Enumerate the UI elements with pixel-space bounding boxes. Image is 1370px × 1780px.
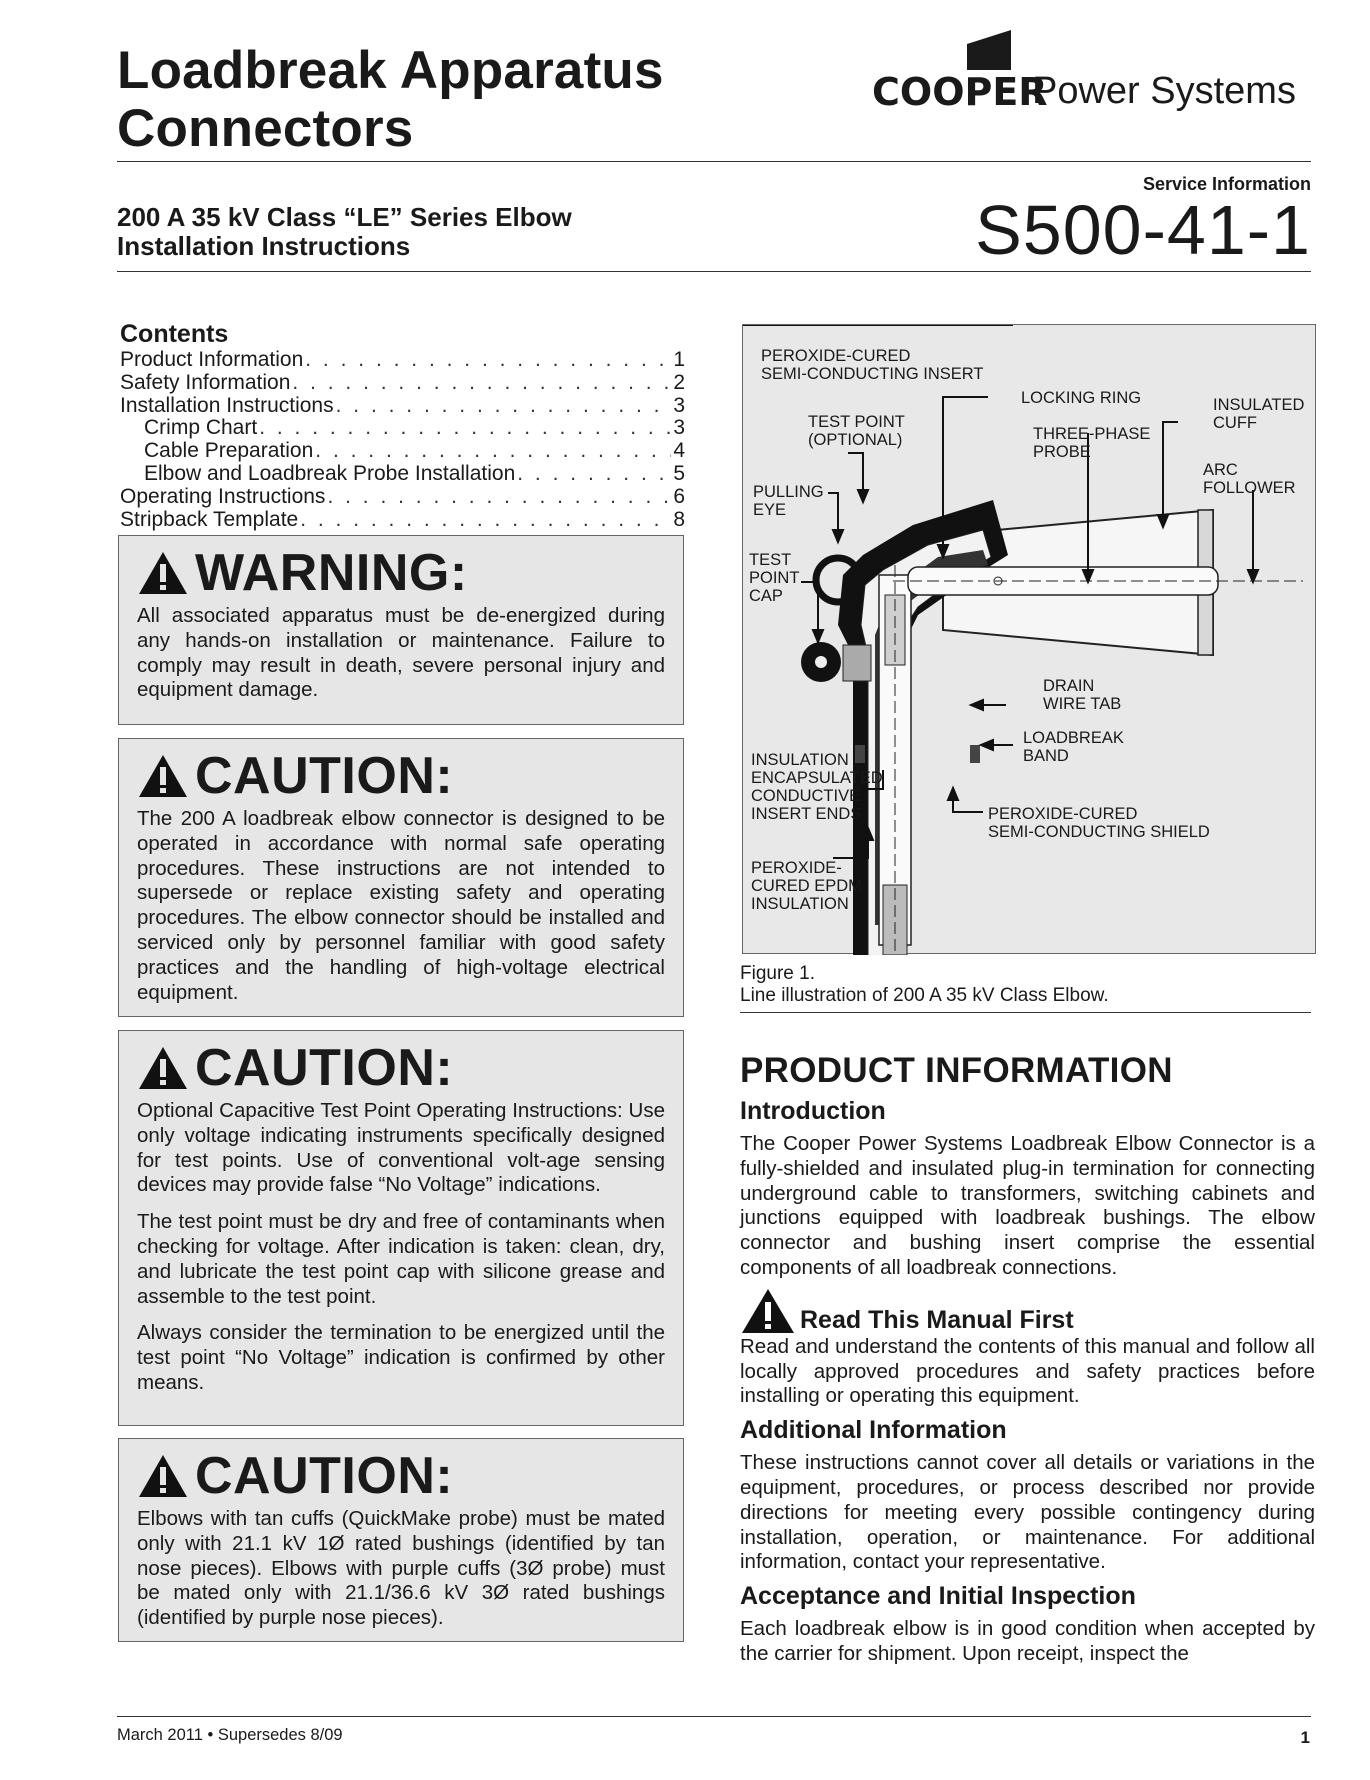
toc-item-page: 2 <box>673 370 685 394</box>
label-peroxide-insert: PEROXIDE-CURED SEMI-CONDUCTING INSERT <box>761 347 984 383</box>
test-point-body <box>843 645 871 681</box>
toc-item-title: Crimp Chart <box>144 416 258 440</box>
toc-item-title: Operating Instructions <box>120 484 326 508</box>
footer-date: March 2011 • Supersedes 8/09 <box>117 1726 343 1744</box>
label-peroxide-shield: PEROXIDE-CURED SEMI-CONDUCTING SHIELD <box>988 805 1210 841</box>
warning-heading: WARNING: <box>195 544 468 602</box>
document-number: S500-41-1 <box>975 191 1311 269</box>
toc-item-title: Elbow and Loadbreak Probe Installation <box>144 461 516 485</box>
contents-heading: Contents <box>120 320 229 348</box>
caution-heading: CAUTION: <box>195 747 454 805</box>
toc-item-title: Safety Information <box>120 370 291 394</box>
caution-triangle-icon <box>137 753 189 799</box>
footer-divider <box>117 1716 1311 1717</box>
warning-triangle-icon <box>740 1287 796 1335</box>
toc-item-title: Installation Instructions <box>120 393 334 417</box>
subheader-divider <box>117 271 1311 272</box>
label-loadbreak-band: LOADBREAK BAND <box>1023 729 1124 765</box>
label-arc-follower: ARC FOLLOWER <box>1203 461 1296 497</box>
caution-box-test-point <box>118 1030 684 1426</box>
caution-box-cuffs <box>118 1438 684 1642</box>
toc-item-page: 6 <box>673 484 685 508</box>
logo-power-systems-text: Power Systems <box>1032 70 1296 112</box>
figure-divider <box>740 1012 1311 1013</box>
toc-item[interactable] <box>120 372 685 395</box>
caution-heading: CAUTION: <box>195 1447 454 1505</box>
toc-item-title: Stripback Template <box>120 507 299 531</box>
label-epdm-insulation: PEROXIDE-CURED EPDM INSULATION <box>751 859 862 913</box>
label-drain-wire-tab: DRAIN WIRE TAB <box>1043 677 1122 713</box>
toc-item[interactable] <box>120 417 685 440</box>
acceptance-text: Each loadbreak elbow is in good condition when accepted by the carrier for shipment. Upon receipt, inspect the <box>740 1617 1315 1665</box>
page-number: 1 <box>1300 1728 1310 1747</box>
read-manual-text: Read and understand the contents of this manual and follow all locally approved procedures and safety practices before installing or operating this equipment. <box>740 1334 1315 1408</box>
product-information-section <box>740 1050 1315 1673</box>
label-test-point-cap: TEST POINT CAP <box>749 551 800 605</box>
product-information-heading: PRODUCT INFORMATION <box>740 1051 1173 1090</box>
caution-text: The 200 A loadbreak elbow connector is designed to be operated in accordance with normal safe operating procedures. These instructions are not intended to supersede or replace existing safety and operating procedures. The elbow connector should be installed and serviced only by personnel familiar with good safety practices and the handling of high-voltage electrical equipment. <box>137 807 665 1004</box>
toc-item-page: 3 <box>673 416 685 440</box>
cooper-logo <box>870 62 1310 122</box>
toc-item-page: 8 <box>673 507 685 531</box>
document-title <box>117 42 817 158</box>
caution-text: Elbows with tan cuffs (QuickMake probe) must be mated only with 21.1 kV 1Ø rated bushings (identified by tan nose pieces). Elbows with purple cuffs (3Ø probe) must be mated only with 21.1/36.6 kV 3Ø rated bushings (identified by purple nose pieces). <box>137 1507 665 1630</box>
warning-box <box>118 535 684 725</box>
toc-item[interactable] <box>120 486 685 509</box>
caution-paragraph: Optional Capacitive Test Point Operating Instructions: Use only voltage indicating instruments specifically designed for test points. Use of conventional volt-age sensing devices may provide false “No Voltage” indications. <box>137 1099 665 1197</box>
toc-item[interactable] <box>120 349 685 372</box>
loadbreak-band-shape <box>855 745 865 763</box>
toc-item-page: 1 <box>673 348 685 371</box>
toc-item-page: 5 <box>673 461 685 485</box>
caution-triangle-icon <box>137 1453 189 1499</box>
service-information-label: Service Information <box>1142 174 1311 194</box>
label-locking-ring: LOCKING RING <box>1021 389 1142 407</box>
figure-caption-number: Figure 1. <box>740 963 815 984</box>
label-insulation-encapsulated: INSULATION ENCAPSULATED CONDUCTIVE INSERT ENDS <box>751 751 883 823</box>
acceptance-heading: Acceptance and Initial Inspection <box>740 1582 1136 1611</box>
title-line-2: Connectors <box>117 99 414 158</box>
toc-item[interactable] <box>120 440 685 463</box>
elbow-diagram <box>743 325 1317 955</box>
logo-flag-icon <box>965 30 1013 70</box>
figure-caption-text: Line illustration of 200 A 35 kV Class Elbow. <box>740 985 1109 1006</box>
subtitle-line-2: Installation Instructions <box>117 231 411 261</box>
label-insulated-cuff: INSULATED CUFF <box>1213 396 1305 432</box>
toc-item[interactable] <box>120 463 685 486</box>
read-manual-heading-row <box>740 1287 1315 1335</box>
caution-triangle-icon <box>137 1045 189 1091</box>
warning-triangle-icon <box>137 550 189 596</box>
introduction-heading: Introduction <box>740 1097 886 1125</box>
toc-item-page: 3 <box>673 393 685 417</box>
toc-item-page: 4 <box>673 439 685 463</box>
label-three-phase-probe: THREE-PHASE PROBE <box>1033 425 1151 461</box>
caution-heading: CAUTION: <box>195 1039 454 1097</box>
loadbreak-band-shape-right <box>970 745 980 763</box>
title-line-1: Loadbreak Apparatus <box>117 41 664 100</box>
logo-cooper-text: COOPER <box>872 70 1048 114</box>
header-divider <box>117 161 1311 162</box>
warning-text: All associated apparatus must be de-energized during any hands-on installation or maintenance. Failure to comply may result in death, severe personal injury and equipment damage. <box>137 604 665 702</box>
label-pulling-eye: PULLING EYE <box>753 483 824 519</box>
caution-paragraph: The test point must be dry and free of contaminants when checking for voltage. After indication is taken: clean, dry, and lubricate the test point cap with silicone grease and assemble to the test point. <box>137 1210 665 1308</box>
additional-information-text: These instructions cannot cover all details or variations in the equipment, procedures, or process described nor provide directions for meeting every possible contingency during installation, operation, or maintenance. For additional information, contact your representative. <box>740 1451 1315 1574</box>
toc-item-title: Product Information <box>120 348 304 371</box>
label-test-point: TEST POINT (OPTIONAL) <box>808 413 905 449</box>
additional-information-heading: Additional Information <box>740 1416 1007 1445</box>
toc-item-title: Cable Preparation <box>144 439 314 463</box>
introduction-text: The Cooper Power Systems Loadbreak Elbow Connector is a fully-shielded and insulated plug-in termination for connecting underground cable to transformers, switching cabinets and junctions equipped with loadbreak bushings. The elbow connector and bushing insert comprise the essential components of all loadbreak connections. <box>740 1132 1315 1279</box>
toc-item[interactable] <box>120 395 685 418</box>
table-of-contents <box>120 320 685 531</box>
toc-item[interactable] <box>120 509 685 532</box>
test-point-hole <box>815 656 827 668</box>
caution-paragraph: Always consider the termination to be energized until the test point “No Voltage” indication is confirmed by other means. <box>137 1321 665 1394</box>
read-manual-heading: Read This Manual First <box>800 1305 1074 1334</box>
elbow-illustration <box>742 324 1316 954</box>
caution-box-operation <box>118 738 684 1017</box>
document-subtitle <box>117 203 817 261</box>
subtitle-line-1: 200 A 35 kV Class “LE” Series Elbow <box>117 202 572 232</box>
